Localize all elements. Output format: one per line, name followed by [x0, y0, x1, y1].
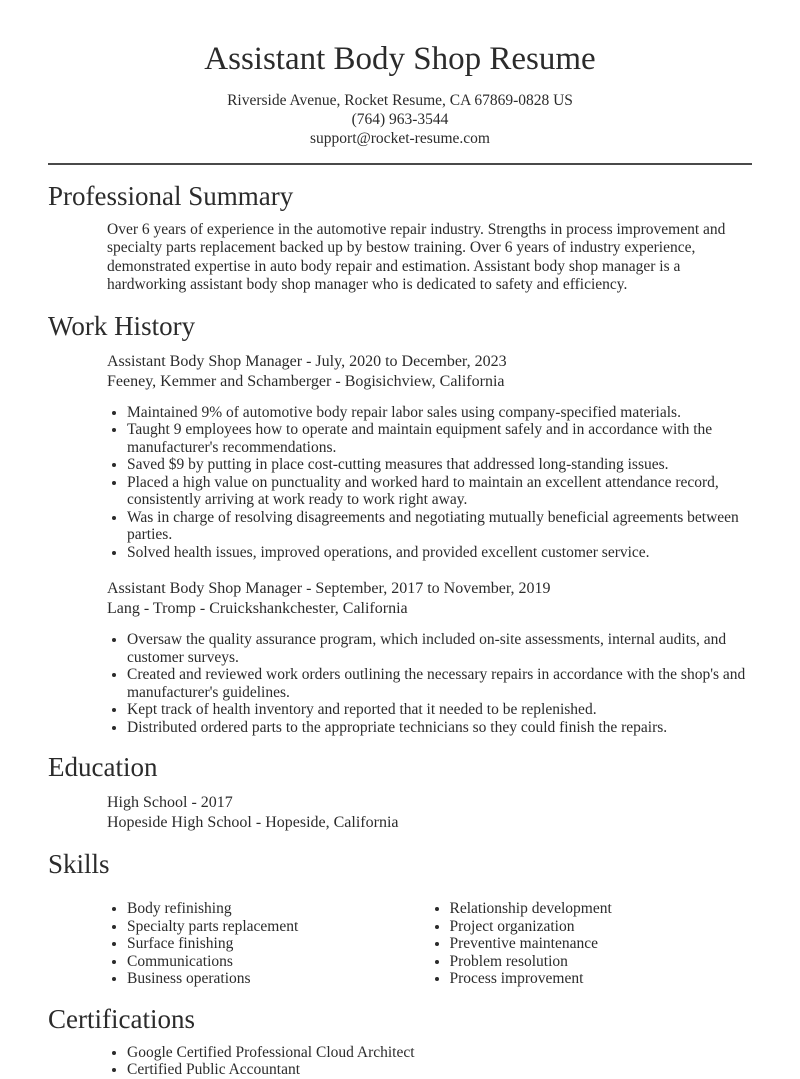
skills-body [107, 889, 752, 988]
job-title-line: Assistant Body Shop Manager - September, 2017 to November, 2019 [107, 580, 551, 598]
job-bullet: • Oversaw the quality assurance program, which included on-site assessments, internal audits, and customer surveys. [127, 631, 752, 666]
job-bullet: • Saved $9 by putting in place cost-cutting measures that addressed long-standing issues. [127, 456, 752, 474]
certifications-body [107, 1044, 752, 1079]
job-bullet: • Distributed ordered parts to the appropriate technicians so they could finish the repairs. [127, 719, 752, 737]
header-divider [48, 163, 752, 165]
work-history-heading: Work History [48, 310, 196, 341]
skill-item: • Body refinishing [127, 900, 430, 918]
skill-item: • Communications [127, 953, 430, 971]
job-bullet: • Was in charge of resolving disagreements and negotiating mutually beneficial agreements between parties. [127, 509, 752, 544]
job-bullet-list [107, 631, 752, 736]
job-company-line: Lang - Tromp - Cruickshankchester, California [107, 600, 408, 618]
job-bullet: • Taught 9 employees how to operate and maintain equipment safely and in accordance with the manufacturer's recommendations. [127, 421, 752, 456]
skills-list-left [107, 900, 430, 988]
skill-item: • Specialty parts replacement [127, 918, 430, 936]
education-body [107, 793, 752, 833]
section-work-history [48, 312, 752, 737]
skills-list-right [430, 900, 753, 988]
summary-heading: Professional Summary [48, 180, 294, 211]
education-heading: Education [48, 752, 158, 783]
skill-item: • Preventive maintenance [450, 935, 753, 953]
section-professional-summary [48, 182, 752, 295]
job-entry [107, 579, 752, 736]
skill-item: • Surface finishing [127, 935, 430, 953]
skill-item: • Business operations [127, 970, 430, 988]
certification-item: • Certified Public Accountant [127, 1061, 752, 1079]
address-line: Riverside Avenue, Rocket Resume, CA 67869-0828 US [227, 91, 573, 109]
job-bullet: • Created and reviewed work orders outlining the necessary repairs in accordance with the shop's and manufacturer's guidelines. [127, 666, 752, 701]
job-title-line: Assistant Body Shop Manager - July, 2020 to December, 2023 [107, 352, 507, 370]
skill-item: • Relationship development [450, 900, 753, 918]
job-company-line: Feeney, Kemmer and Schamberger - Bogisichview, California [107, 372, 505, 390]
section-skills [48, 850, 752, 988]
job-bullet: • Solved health issues, improved operations, and provided excellent customer service. [127, 544, 752, 562]
job-bullet: • Kept track of health inventory and reported that it needed to be replenished. [127, 701, 752, 719]
email-line: support@rocket-resume.com [310, 129, 490, 147]
education-degree-line: High School - 2017 [107, 793, 233, 811]
summary-text: Over 6 years of experience in the automotive repair industry. Strengths in process improvement and specialty parts replacement backed up by bestow training. Over 6 years of industry experience, demonstrated expertise in auto body repair and estimation. Assistant body shop manager is a hardworking assistant body shop manager who is dedicated to safety and efficiency. [107, 220, 726, 294]
section-certifications [48, 1005, 752, 1079]
job-entry [107, 352, 752, 562]
phone-line: (764) 963-3544 [351, 110, 449, 128]
certification-item: • Google Certified Professional Cloud Architect [127, 1044, 752, 1062]
job-bullet-list [107, 404, 752, 562]
skill-item: • Problem resolution [450, 953, 753, 971]
section-education [48, 753, 752, 832]
resume-header [48, 42, 752, 148]
job-bullet: • Maintained 9% of automotive body repair labor sales using company-specified materials. [127, 404, 752, 422]
certifications-heading: Certifications [48, 1003, 195, 1034]
job-bullet: • Placed a high value on punctuality and worked hard to maintain an excellent attendance record, consistently arriving at work ready to work right away. [127, 474, 752, 509]
skill-item: • Process improvement [450, 970, 753, 988]
work-history-body [107, 352, 752, 737]
education-school-line: Hopeside High School - Hopeside, California [107, 813, 399, 831]
page-title: Assistant Body Shop Resume [204, 41, 596, 77]
skill-item: • Project organization [450, 918, 753, 936]
summary-body [107, 221, 752, 295]
skills-heading: Skills [48, 848, 110, 879]
certifications-list [107, 1044, 752, 1079]
